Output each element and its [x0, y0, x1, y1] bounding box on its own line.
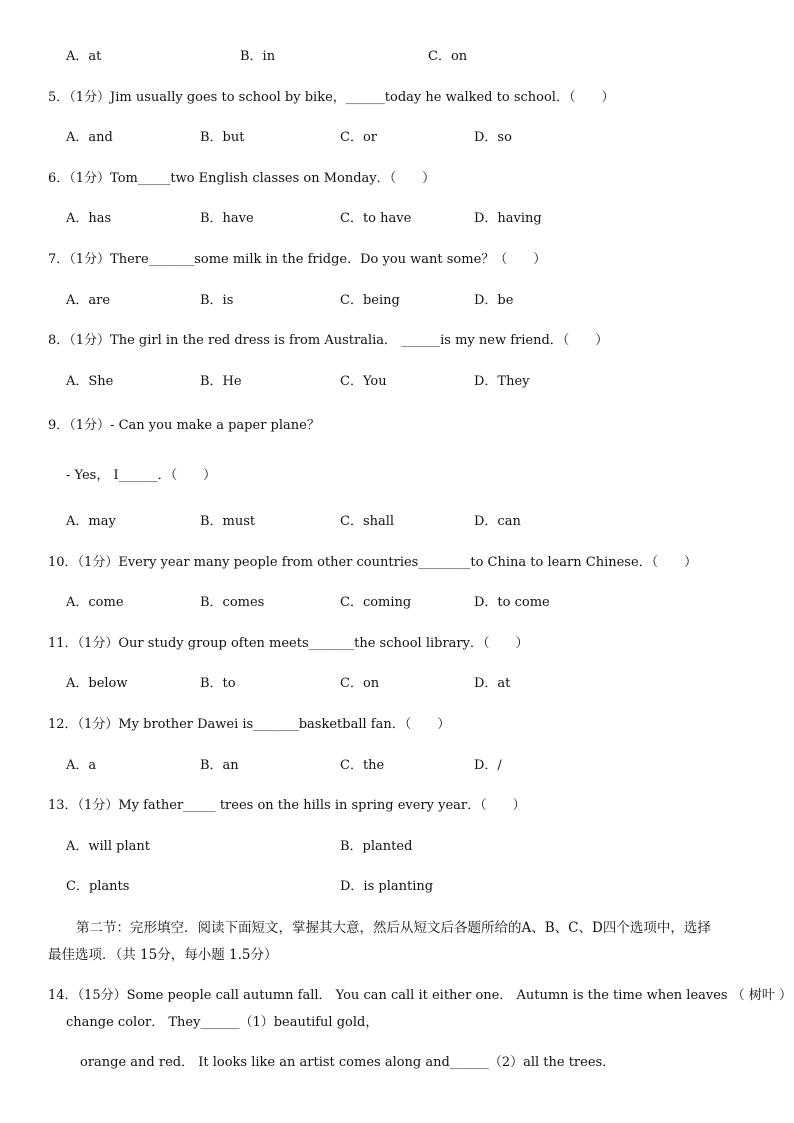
passage-line-1: 14．（15分）Some people call autumn fall． You can call it either one． Autumn is the time when leaves （ 树叶 ）: [48, 988, 792, 1003]
option-d[interactable]: D．to come: [474, 595, 550, 610]
option-b[interactable]: B．must: [200, 514, 256, 529]
question-stem: 13．（1分）My father_____ trees on the hills in spring every year．（ ）: [48, 798, 526, 813]
option-b[interactable]: B．He: [200, 374, 242, 389]
option-a[interactable]: A．She: [66, 374, 114, 389]
option-b[interactable]: B．planted: [340, 839, 413, 854]
section-2-line-2: 最佳选项．（共 15分，每小题 1.5分）: [48, 947, 278, 963]
option-b[interactable]: B．to: [200, 676, 236, 691]
option-d[interactable]: D．can: [474, 514, 521, 529]
option-c[interactable]: C．to have: [340, 211, 412, 226]
passage-line-2: change color． They______（1）beautiful gold，: [66, 1015, 379, 1030]
question-stem: 10．（1分）Every year many people from other countries________to China to learn Chinese．（ ）: [48, 555, 698, 570]
question-stem: 11．（1分）Our study group often meets_______the school library．（ ）: [48, 636, 529, 651]
option-d[interactable]: D．/: [474, 758, 502, 773]
option-b[interactable]: B．is: [200, 293, 234, 308]
option-a[interactable]: A．a: [66, 758, 97, 773]
question-stem: 12．（1分）My brother Dawei is_______basketball fan．（ ）: [48, 717, 451, 732]
option-d[interactable]: D．having: [474, 211, 542, 226]
option-a[interactable]: A．come: [66, 595, 124, 610]
option-d[interactable]: D．They: [474, 374, 530, 389]
question-stem-reply: - Yes， I______．（ ）: [66, 468, 217, 483]
option-a[interactable]: A．at: [66, 49, 102, 64]
option-d[interactable]: D．so: [474, 130, 512, 145]
option-a[interactable]: A．has: [66, 211, 112, 226]
option-b[interactable]: B．have: [200, 211, 254, 226]
option-c[interactable]: C．being: [340, 293, 400, 308]
option-a[interactable]: A．are: [66, 293, 111, 308]
section-2-line-1: 第二节：完形填空．阅读下面短文，掌握其大意，然后从短文后各题所给的A、B、C、D四个选项中，选择: [76, 920, 711, 936]
question-stem: 5．（1分）Jim usually goes to school by bike，______today he walked to school．（ ）: [48, 90, 615, 105]
option-c[interactable]: C．You: [340, 374, 387, 389]
option-c[interactable]: C．plants: [66, 879, 130, 894]
option-c[interactable]: C．the: [340, 758, 385, 773]
option-a[interactable]: A．and: [66, 130, 113, 145]
option-c[interactable]: C．coming: [340, 595, 412, 610]
question-stem: 6．（1分）Tom_____two English classes on Monday．（ ）: [48, 171, 436, 186]
question-stem: 7．（1分）There_______some milk in the fridge．Do you want some？（ ）: [48, 252, 547, 267]
option-c[interactable]: C．on: [428, 49, 468, 64]
option-a[interactable]: A．below: [66, 676, 128, 691]
question-stem: 8．（1分）The girl in the red dress is from Australia． ______is my new friend．（ ）: [48, 333, 609, 348]
option-a[interactable]: A．may: [66, 514, 116, 529]
option-c[interactable]: C．or: [340, 130, 377, 145]
option-b[interactable]: B．in: [240, 49, 276, 64]
option-d[interactable]: D．at: [474, 676, 511, 691]
option-d[interactable]: D．is planting: [340, 879, 434, 894]
option-c[interactable]: C．on: [340, 676, 380, 691]
passage-line-3: orange and red． It looks like an artist comes along and______（2）all the trees．: [80, 1055, 616, 1070]
question-stem: 9．（1分）- Can you make a paper plane？: [48, 418, 320, 433]
option-b[interactable]: B．comes: [200, 595, 265, 610]
option-c[interactable]: C．shall: [340, 514, 395, 529]
option-a[interactable]: A．will plant: [66, 839, 150, 854]
option-b[interactable]: B．but: [200, 130, 245, 145]
option-b[interactable]: B．an: [200, 758, 239, 773]
option-d[interactable]: D．be: [474, 293, 514, 308]
